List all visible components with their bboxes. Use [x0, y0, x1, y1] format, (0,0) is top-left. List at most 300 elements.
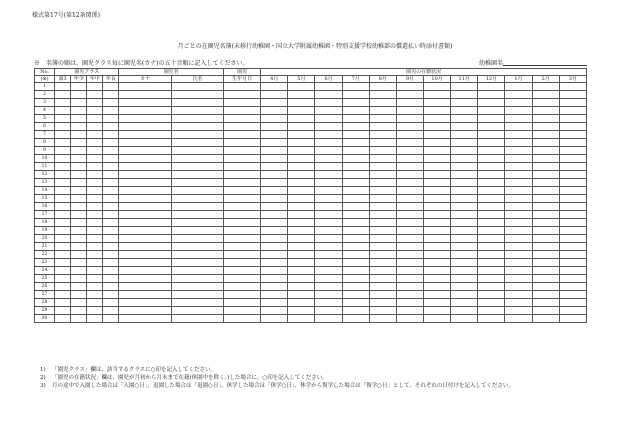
entry-cell[interactable] [71, 243, 87, 251]
entry-cell[interactable] [87, 171, 103, 179]
entry-cell[interactable] [261, 227, 288, 235]
entry-cell[interactable] [288, 91, 315, 99]
entry-cell[interactable] [342, 83, 369, 91]
entry-cell[interactable] [261, 171, 288, 179]
entry-cell[interactable] [532, 171, 559, 179]
entry-cell[interactable] [505, 283, 532, 291]
entry-cell[interactable] [171, 219, 223, 227]
entry-cell[interactable] [369, 179, 396, 187]
entry-cell[interactable] [424, 195, 451, 203]
entry-cell[interactable] [559, 115, 586, 123]
entry-cell[interactable] [224, 307, 261, 315]
entry-cell[interactable] [261, 315, 288, 323]
entry-cell[interactable] [288, 251, 315, 259]
entry-cell[interactable] [396, 227, 423, 235]
entry-cell[interactable] [424, 267, 451, 275]
entry-cell[interactable] [288, 235, 315, 243]
entry-cell[interactable] [342, 315, 369, 323]
entry-cell[interactable] [103, 259, 119, 267]
entry-cell[interactable] [224, 227, 261, 235]
entry-cell[interactable] [288, 291, 315, 299]
entry-cell[interactable] [119, 235, 171, 243]
entry-cell[interactable] [119, 275, 171, 283]
entry-cell[interactable] [55, 155, 71, 163]
entry-cell[interactable] [224, 299, 261, 307]
entry-cell[interactable] [505, 307, 532, 315]
entry-cell[interactable] [261, 91, 288, 99]
entry-cell[interactable] [261, 251, 288, 259]
entry-cell[interactable] [505, 163, 532, 171]
entry-cell[interactable] [478, 131, 505, 139]
entry-cell[interactable] [288, 315, 315, 323]
entry-cell[interactable] [424, 147, 451, 155]
entry-cell[interactable] [396, 195, 423, 203]
entry-cell[interactable] [315, 211, 342, 219]
entry-cell[interactable] [451, 107, 478, 115]
entry-cell[interactable] [171, 155, 223, 163]
entry-cell[interactable] [342, 251, 369, 259]
entry-cell[interactable] [478, 163, 505, 171]
entry-cell[interactable] [171, 107, 223, 115]
entry-cell[interactable] [224, 243, 261, 251]
entry-cell[interactable] [119, 259, 171, 267]
entry-cell[interactable] [103, 171, 119, 179]
entry-cell[interactable] [451, 163, 478, 171]
entry-cell[interactable] [261, 235, 288, 243]
entry-cell[interactable] [71, 147, 87, 155]
entry-cell[interactable] [71, 259, 87, 267]
entry-cell[interactable] [315, 107, 342, 115]
entry-cell[interactable] [261, 219, 288, 227]
entry-cell[interactable] [71, 291, 87, 299]
entry-cell[interactable] [315, 163, 342, 171]
entry-cell[interactable] [424, 91, 451, 99]
entry-cell[interactable] [87, 147, 103, 155]
entry-cell[interactable] [315, 203, 342, 211]
entry-cell[interactable] [451, 267, 478, 275]
entry-cell[interactable] [478, 91, 505, 99]
entry-cell[interactable] [87, 307, 103, 315]
entry-cell[interactable] [171, 307, 223, 315]
entry-cell[interactable] [224, 123, 261, 131]
entry-cell[interactable] [478, 259, 505, 267]
entry-cell[interactable] [451, 251, 478, 259]
entry-cell[interactable] [505, 267, 532, 275]
entry-cell[interactable] [342, 235, 369, 243]
entry-cell[interactable] [71, 203, 87, 211]
entry-cell[interactable] [505, 147, 532, 155]
entry-cell[interactable] [171, 227, 223, 235]
entry-cell[interactable] [505, 251, 532, 259]
entry-cell[interactable] [55, 195, 71, 203]
entry-cell[interactable] [224, 155, 261, 163]
entry-cell[interactable] [396, 275, 423, 283]
entry-cell[interactable] [478, 147, 505, 155]
entry-cell[interactable] [478, 83, 505, 91]
entry-cell[interactable] [342, 155, 369, 163]
entry-cell[interactable] [559, 299, 586, 307]
entry-cell[interactable] [559, 283, 586, 291]
entry-cell[interactable] [478, 187, 505, 195]
entry-cell[interactable] [224, 187, 261, 195]
entry-cell[interactable] [505, 115, 532, 123]
entry-cell[interactable] [103, 251, 119, 259]
entry-cell[interactable] [342, 307, 369, 315]
entry-cell[interactable] [559, 307, 586, 315]
entry-cell[interactable] [451, 227, 478, 235]
entry-cell[interactable] [224, 315, 261, 323]
entry-cell[interactable] [396, 187, 423, 195]
entry-cell[interactable] [288, 227, 315, 235]
entry-cell[interactable] [224, 219, 261, 227]
entry-cell[interactable] [505, 203, 532, 211]
entry-cell[interactable] [288, 219, 315, 227]
entry-cell[interactable] [119, 179, 171, 187]
entry-cell[interactable] [87, 131, 103, 139]
entry-cell[interactable] [261, 155, 288, 163]
entry-cell[interactable] [261, 283, 288, 291]
entry-cell[interactable] [87, 187, 103, 195]
entry-cell[interactable] [451, 115, 478, 123]
entry-cell[interactable] [342, 195, 369, 203]
entry-cell[interactable] [103, 203, 119, 211]
entry-cell[interactable] [87, 203, 103, 211]
entry-cell[interactable] [559, 123, 586, 131]
entry-cell[interactable] [71, 139, 87, 147]
entry-cell[interactable] [369, 291, 396, 299]
entry-cell[interactable] [478, 283, 505, 291]
entry-cell[interactable] [559, 251, 586, 259]
entry-cell[interactable] [55, 139, 71, 147]
entry-cell[interactable] [424, 139, 451, 147]
entry-cell[interactable] [55, 283, 71, 291]
entry-cell[interactable] [532, 155, 559, 163]
entry-cell[interactable] [532, 107, 559, 115]
entry-cell[interactable] [119, 267, 171, 275]
entry-cell[interactable] [342, 171, 369, 179]
entry-cell[interactable] [103, 267, 119, 275]
entry-cell[interactable] [261, 195, 288, 203]
entry-cell[interactable] [55, 123, 71, 131]
entry-cell[interactable] [315, 275, 342, 283]
entry-cell[interactable] [55, 99, 71, 107]
entry-cell[interactable] [288, 107, 315, 115]
entry-cell[interactable] [315, 91, 342, 99]
entry-cell[interactable] [396, 107, 423, 115]
entry-cell[interactable] [559, 163, 586, 171]
entry-cell[interactable] [103, 139, 119, 147]
entry-cell[interactable] [87, 275, 103, 283]
entry-cell[interactable] [369, 123, 396, 131]
entry-cell[interactable] [369, 171, 396, 179]
entry-cell[interactable] [342, 163, 369, 171]
entry-cell[interactable] [559, 259, 586, 267]
entry-cell[interactable] [288, 163, 315, 171]
entry-cell[interactable] [396, 235, 423, 243]
entry-cell[interactable] [119, 163, 171, 171]
entry-cell[interactable] [559, 267, 586, 275]
entry-cell[interactable] [478, 139, 505, 147]
entry-cell[interactable] [87, 259, 103, 267]
entry-cell[interactable] [71, 163, 87, 171]
entry-cell[interactable] [451, 211, 478, 219]
entry-cell[interactable] [71, 251, 87, 259]
entry-cell[interactable] [505, 291, 532, 299]
entry-cell[interactable] [71, 315, 87, 323]
entry-cell[interactable] [87, 195, 103, 203]
entry-cell[interactable] [119, 187, 171, 195]
entry-cell[interactable] [171, 115, 223, 123]
entry-cell[interactable] [171, 171, 223, 179]
entry-cell[interactable] [396, 211, 423, 219]
entry-cell[interactable] [369, 283, 396, 291]
entry-cell[interactable] [559, 203, 586, 211]
entry-cell[interactable] [478, 227, 505, 235]
entry-cell[interactable] [532, 283, 559, 291]
entry-cell[interactable] [224, 91, 261, 99]
entry-cell[interactable] [315, 83, 342, 91]
entry-cell[interactable] [451, 91, 478, 99]
entry-cell[interactable] [424, 179, 451, 187]
entry-cell[interactable] [71, 227, 87, 235]
entry-cell[interactable] [559, 315, 586, 323]
entry-cell[interactable] [478, 235, 505, 243]
entry-cell[interactable] [451, 291, 478, 299]
entry-cell[interactable] [532, 179, 559, 187]
entry-cell[interactable] [119, 219, 171, 227]
entry-cell[interactable] [424, 211, 451, 219]
entry-cell[interactable] [55, 267, 71, 275]
entry-cell[interactable] [369, 163, 396, 171]
entry-cell[interactable] [559, 275, 586, 283]
entry-cell[interactable] [396, 259, 423, 267]
entry-cell[interactable] [342, 203, 369, 211]
entry-cell[interactable] [424, 283, 451, 291]
entry-cell[interactable] [396, 99, 423, 107]
entry-cell[interactable] [424, 299, 451, 307]
entry-cell[interactable] [505, 99, 532, 107]
entry-cell[interactable] [71, 283, 87, 291]
entry-cell[interactable] [424, 235, 451, 243]
entry-cell[interactable] [224, 259, 261, 267]
entry-cell[interactable] [288, 83, 315, 91]
entry-cell[interactable] [532, 243, 559, 251]
entry-cell[interactable] [87, 251, 103, 259]
entry-cell[interactable] [451, 307, 478, 315]
entry-cell[interactable] [103, 163, 119, 171]
entry-cell[interactable] [315, 123, 342, 131]
entry-cell[interactable] [396, 243, 423, 251]
entry-cell[interactable] [559, 91, 586, 99]
entry-cell[interactable] [171, 315, 223, 323]
entry-cell[interactable] [261, 291, 288, 299]
entry-cell[interactable] [224, 139, 261, 147]
entry-cell[interactable] [532, 147, 559, 155]
entry-cell[interactable] [103, 147, 119, 155]
entry-cell[interactable] [103, 211, 119, 219]
entry-cell[interactable] [55, 275, 71, 283]
entry-cell[interactable] [396, 307, 423, 315]
entry-cell[interactable] [71, 99, 87, 107]
entry-cell[interactable] [451, 147, 478, 155]
entry-cell[interactable] [532, 267, 559, 275]
entry-cell[interactable] [288, 299, 315, 307]
entry-cell[interactable] [119, 315, 171, 323]
entry-cell[interactable] [119, 251, 171, 259]
entry-cell[interactable] [451, 83, 478, 91]
entry-cell[interactable] [119, 115, 171, 123]
entry-cell[interactable] [505, 83, 532, 91]
entry-cell[interactable] [288, 179, 315, 187]
entry-cell[interactable] [315, 291, 342, 299]
entry-cell[interactable] [451, 99, 478, 107]
entry-cell[interactable] [505, 275, 532, 283]
entry-cell[interactable] [369, 275, 396, 283]
entry-cell[interactable] [171, 259, 223, 267]
entry-cell[interactable] [559, 147, 586, 155]
entry-cell[interactable] [559, 291, 586, 299]
entry-cell[interactable] [71, 91, 87, 99]
entry-cell[interactable] [424, 155, 451, 163]
entry-cell[interactable] [478, 211, 505, 219]
entry-cell[interactable] [451, 259, 478, 267]
entry-cell[interactable] [288, 123, 315, 131]
entry-cell[interactable] [103, 155, 119, 163]
entry-cell[interactable] [288, 307, 315, 315]
entry-cell[interactable] [478, 299, 505, 307]
entry-cell[interactable] [451, 235, 478, 243]
entry-cell[interactable] [342, 259, 369, 267]
entry-cell[interactable] [424, 203, 451, 211]
entry-cell[interactable] [369, 251, 396, 259]
entry-cell[interactable] [532, 83, 559, 91]
entry-cell[interactable] [224, 115, 261, 123]
entry-cell[interactable] [424, 115, 451, 123]
entry-cell[interactable] [261, 179, 288, 187]
entry-cell[interactable] [505, 211, 532, 219]
entry-cell[interactable] [71, 107, 87, 115]
entry-cell[interactable] [103, 91, 119, 99]
entry-cell[interactable] [55, 187, 71, 195]
entry-cell[interactable] [559, 107, 586, 115]
entry-cell[interactable] [396, 291, 423, 299]
entry-cell[interactable] [424, 219, 451, 227]
entry-cell[interactable] [369, 131, 396, 139]
entry-cell[interactable] [532, 307, 559, 315]
entry-cell[interactable] [103, 107, 119, 115]
entry-cell[interactable] [369, 307, 396, 315]
entry-cell[interactable] [55, 235, 71, 243]
entry-cell[interactable] [103, 307, 119, 315]
entry-cell[interactable] [71, 155, 87, 163]
entry-cell[interactable] [369, 91, 396, 99]
entry-cell[interactable] [261, 211, 288, 219]
entry-cell[interactable] [119, 131, 171, 139]
entry-cell[interactable] [532, 227, 559, 235]
entry-cell[interactable] [396, 123, 423, 131]
entry-cell[interactable] [532, 115, 559, 123]
entry-cell[interactable] [171, 275, 223, 283]
entry-cell[interactable] [87, 219, 103, 227]
entry-cell[interactable] [369, 147, 396, 155]
entry-cell[interactable] [478, 123, 505, 131]
entry-cell[interactable] [342, 243, 369, 251]
entry-cell[interactable] [103, 99, 119, 107]
entry-cell[interactable] [103, 131, 119, 139]
entry-cell[interactable] [559, 139, 586, 147]
entry-cell[interactable] [224, 283, 261, 291]
entry-cell[interactable] [396, 83, 423, 91]
entry-cell[interactable] [224, 235, 261, 243]
entry-cell[interactable] [532, 235, 559, 243]
entry-cell[interactable] [505, 131, 532, 139]
entry-cell[interactable] [87, 235, 103, 243]
entry-cell[interactable] [119, 307, 171, 315]
entry-cell[interactable] [451, 155, 478, 163]
entry-cell[interactable] [369, 107, 396, 115]
entry-cell[interactable] [103, 235, 119, 243]
entry-cell[interactable] [342, 115, 369, 123]
entry-cell[interactable] [342, 283, 369, 291]
entry-cell[interactable] [315, 219, 342, 227]
entry-cell[interactable] [424, 315, 451, 323]
entry-cell[interactable] [532, 315, 559, 323]
entry-cell[interactable] [103, 291, 119, 299]
entry-cell[interactable] [451, 283, 478, 291]
entry-cell[interactable] [342, 211, 369, 219]
entry-cell[interactable] [87, 139, 103, 147]
entry-cell[interactable] [224, 163, 261, 171]
entry-cell[interactable] [103, 243, 119, 251]
entry-cell[interactable] [315, 179, 342, 187]
entry-cell[interactable] [396, 315, 423, 323]
entry-cell[interactable] [315, 235, 342, 243]
entry-cell[interactable] [55, 91, 71, 99]
entry-cell[interactable] [119, 243, 171, 251]
entry-cell[interactable] [87, 123, 103, 131]
entry-cell[interactable] [451, 123, 478, 131]
entry-cell[interactable] [532, 99, 559, 107]
entry-cell[interactable] [315, 251, 342, 259]
entry-cell[interactable] [369, 155, 396, 163]
entry-cell[interactable] [478, 195, 505, 203]
entry-cell[interactable] [559, 219, 586, 227]
entry-cell[interactable] [87, 163, 103, 171]
entry-cell[interactable] [224, 179, 261, 187]
entry-cell[interactable] [369, 83, 396, 91]
entry-cell[interactable] [71, 123, 87, 131]
entry-cell[interactable] [288, 203, 315, 211]
entry-cell[interactable] [171, 123, 223, 131]
entry-cell[interactable] [261, 163, 288, 171]
entry-cell[interactable] [342, 299, 369, 307]
entry-cell[interactable] [119, 99, 171, 107]
entry-cell[interactable] [171, 235, 223, 243]
entry-cell[interactable] [369, 195, 396, 203]
entry-cell[interactable] [87, 227, 103, 235]
entry-cell[interactable] [315, 131, 342, 139]
entry-cell[interactable] [369, 259, 396, 267]
entry-cell[interactable] [288, 267, 315, 275]
entry-cell[interactable] [532, 251, 559, 259]
entry-cell[interactable] [532, 131, 559, 139]
entry-cell[interactable] [55, 83, 71, 91]
entry-cell[interactable] [55, 203, 71, 211]
entry-cell[interactable] [315, 267, 342, 275]
entry-cell[interactable] [559, 195, 586, 203]
entry-cell[interactable] [55, 179, 71, 187]
entry-cell[interactable] [55, 251, 71, 259]
